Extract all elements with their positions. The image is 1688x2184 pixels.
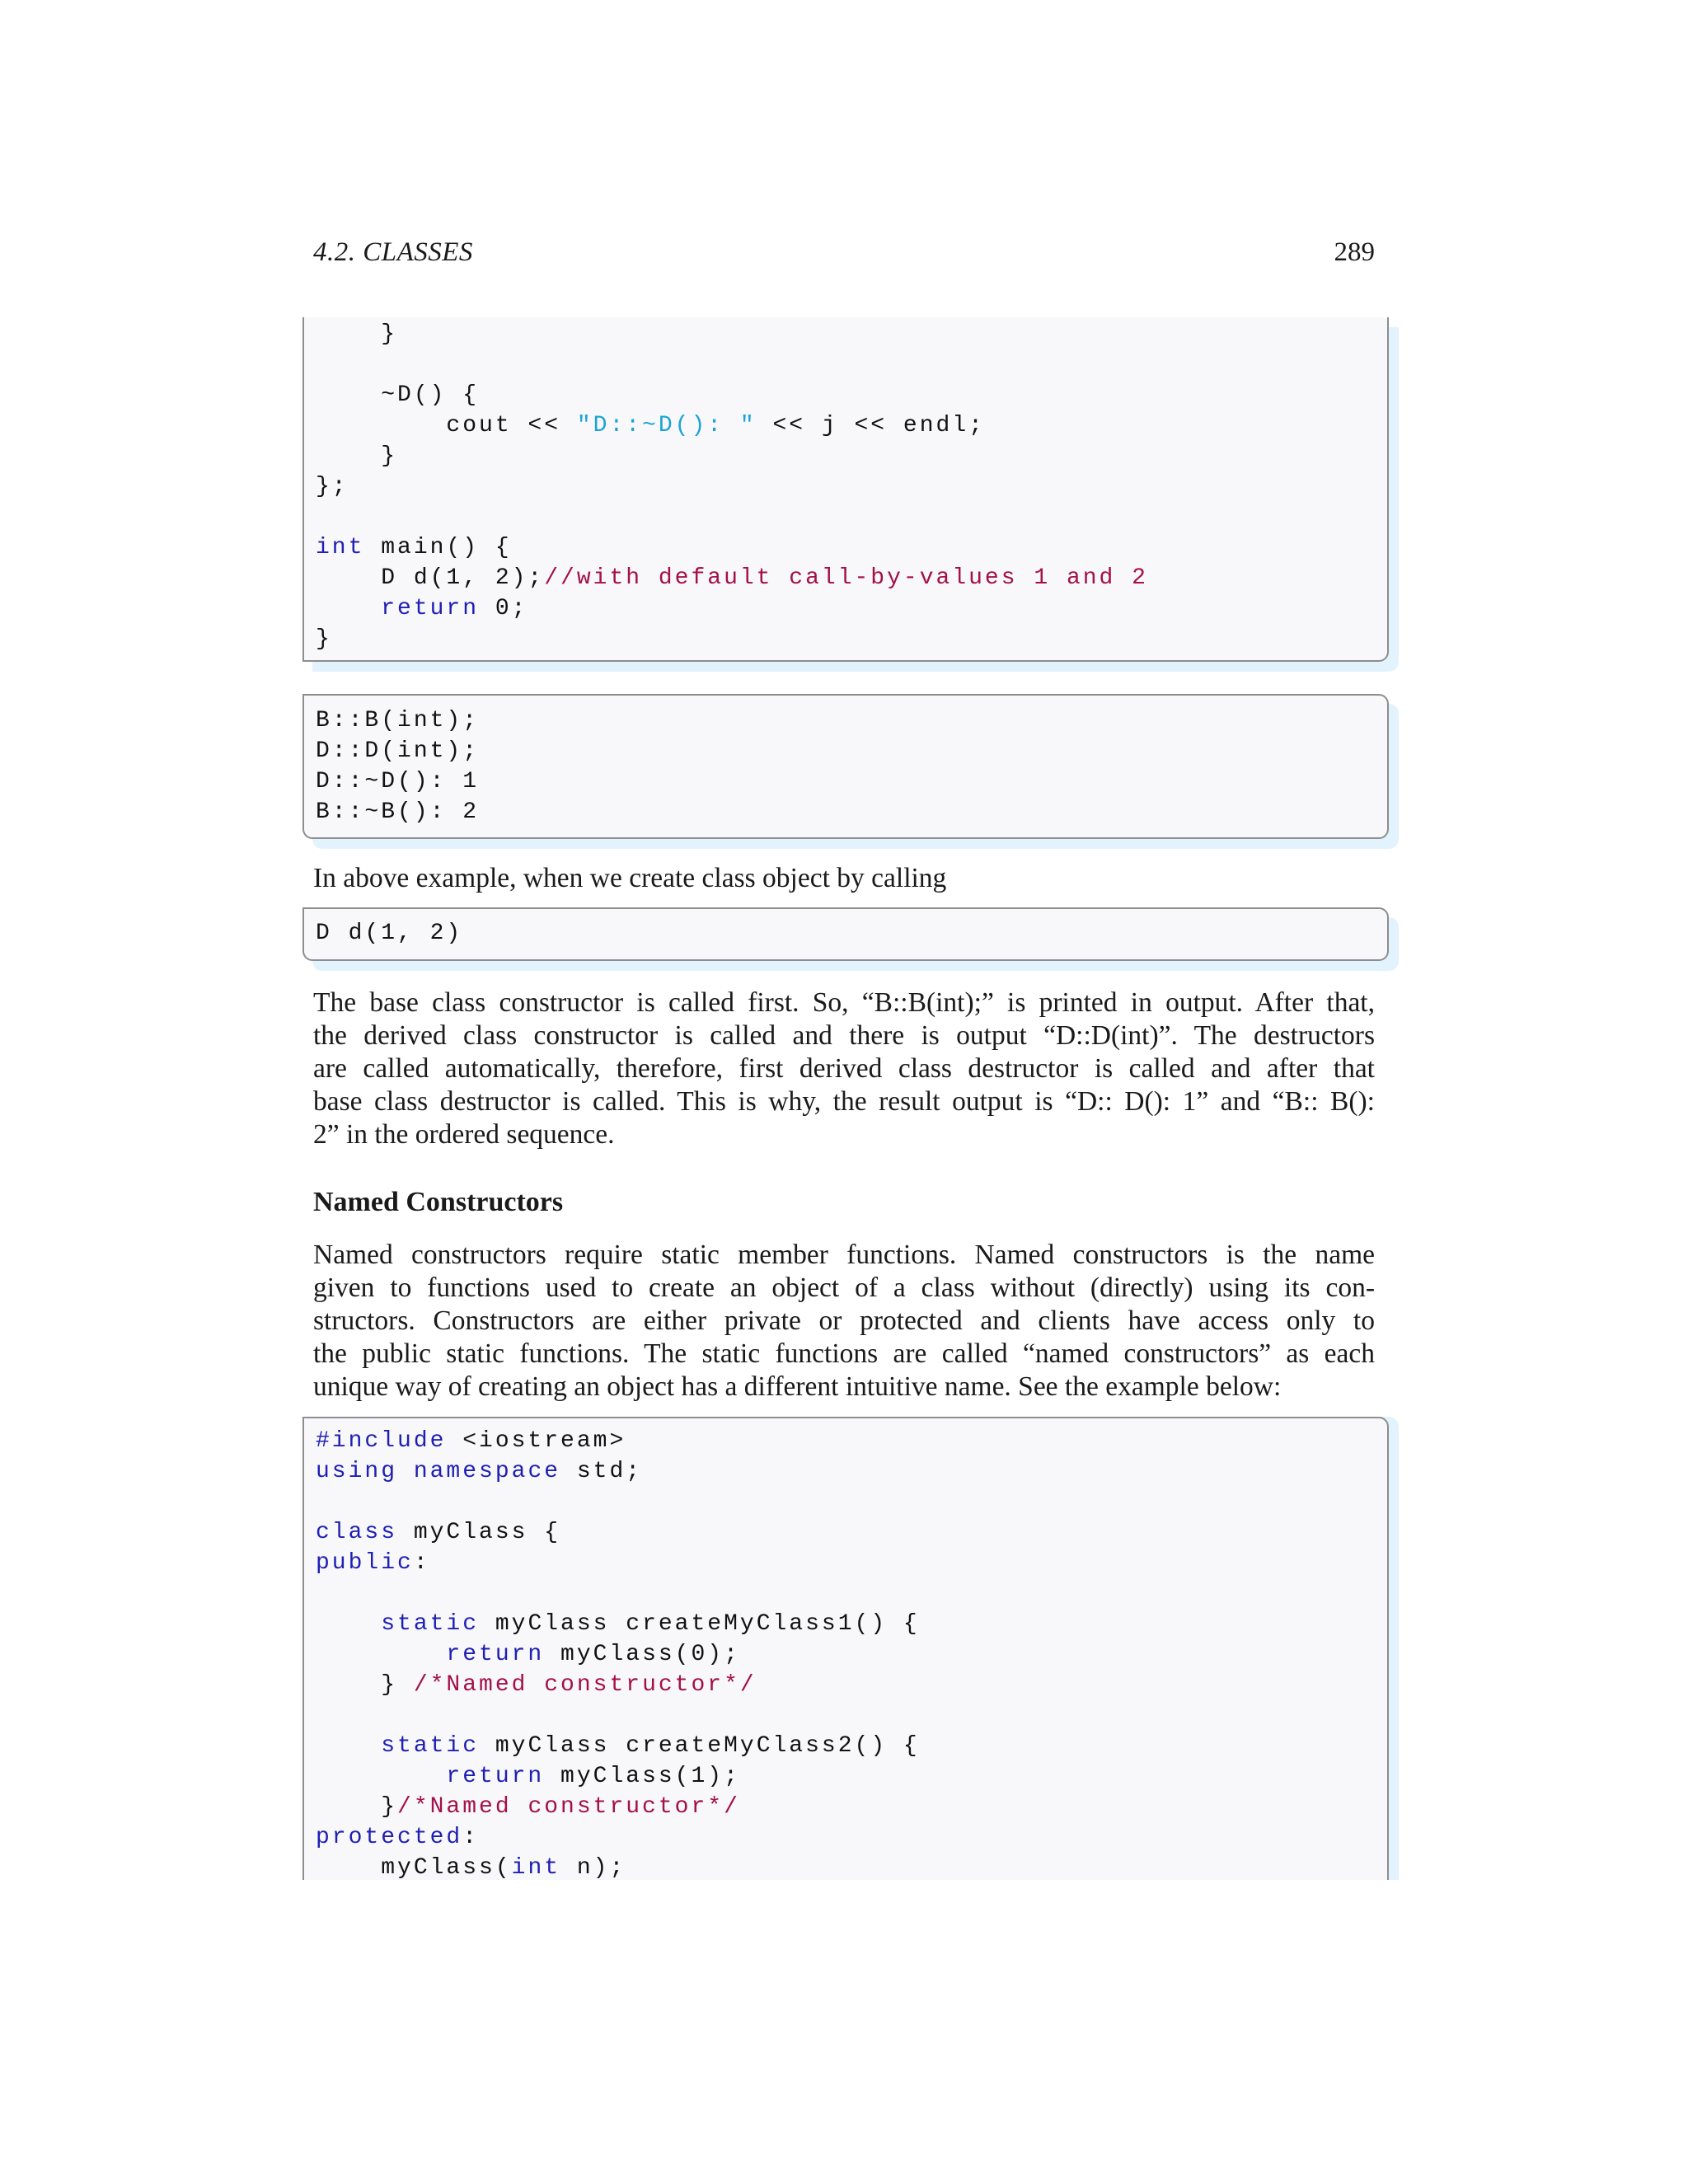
- code-text: [316, 319, 397, 349]
- text-line: base class destructor is called. This is why, the result output is “D:: D(): 1” and “B:: B():: [313, 1086, 1375, 1117]
- comment-token: /*Named constructor*/: [413, 1672, 757, 1698]
- output-text: B::~B(): 2: [316, 799, 480, 825]
- code-listing-continued: [302, 317, 1389, 662]
- code-token: << j << endl;: [756, 413, 985, 438]
- text-line: the public static functions. The static functions are called “named constructors” as each: [313, 1338, 1375, 1369]
- code-text: [316, 471, 349, 502]
- code-token: }: [316, 626, 332, 652]
- explanation-paragraph: [313, 987, 1375, 1151]
- output-text: D::~D(): 1: [316, 769, 480, 794]
- code-text: [316, 1609, 920, 1639]
- text-line: Named constructors require static member functions. Named constructors is the name: [313, 1240, 1375, 1270]
- code-token: myClass createMyClass2() {: [479, 1733, 920, 1759]
- code-text: [316, 1548, 430, 1578]
- keyword-token: namespace: [413, 1459, 561, 1484]
- code-token: cout <<: [316, 413, 577, 438]
- code-token: [397, 1459, 414, 1484]
- code-token: myClass(: [316, 1855, 512, 1881]
- code-token: <iostream>: [446, 1428, 626, 1454]
- code-token: myClass(0);: [544, 1642, 740, 1667]
- code-token: 0;: [479, 596, 528, 621]
- text-line: structors. Constructors are either private or protected and clients have access only to: [313, 1305, 1375, 1336]
- code-token: :: [413, 1550, 430, 1576]
- keyword-token: return: [381, 596, 480, 621]
- string-token: "D::~D(): ": [576, 413, 757, 438]
- code-text: [316, 1761, 740, 1792]
- text-line: 2” in the ordered sequence.: [313, 1119, 615, 1150]
- keyword-token: return: [446, 1642, 545, 1667]
- code-text: [316, 1517, 560, 1548]
- code-text: [316, 380, 479, 410]
- code-text: [316, 1670, 757, 1700]
- code-token: }: [316, 1794, 398, 1820]
- keyword-token: return: [446, 1764, 545, 1789]
- running-header-section: 4.2. CLASSES: [313, 237, 473, 267]
- code-text: [316, 1456, 642, 1487]
- code-token: }: [316, 443, 398, 469]
- code-token: [316, 596, 381, 621]
- call-text: D d(1, 2): [316, 921, 463, 946]
- comment-token: /*Named constructor*/: [397, 1794, 740, 1820]
- code-text: [316, 1731, 920, 1761]
- call-snippet-box: [302, 907, 1389, 961]
- program-output-box: [302, 694, 1389, 839]
- section-heading: Named Constructors: [313, 1187, 564, 1217]
- text-line: given to functions used to create an object of a class without (directly) using its con-: [313, 1272, 1375, 1303]
- code-text: [316, 563, 1148, 593]
- code-text: [316, 1853, 626, 1883]
- output-text: D::D(int);: [316, 738, 480, 764]
- keyword-token: int: [316, 535, 365, 560]
- code-text: [316, 593, 528, 624]
- intro-line: In above example, when we create class object by calling: [313, 863, 947, 893]
- keyword-token: protected: [316, 1825, 463, 1850]
- page-number: 289: [1334, 237, 1375, 267]
- code-text: [316, 1822, 479, 1853]
- code-token: D d(1, 2);: [316, 565, 545, 591]
- code-token: ~D() {: [316, 382, 480, 408]
- code-token: main() {: [364, 535, 512, 560]
- comment-token: //with default call-by-values 1 and 2: [544, 565, 1148, 591]
- code-token: [316, 1764, 446, 1789]
- code-text: [316, 532, 512, 563]
- code-token: }: [316, 321, 398, 347]
- keyword-token: int: [511, 1855, 561, 1881]
- intro-text: [313, 862, 1375, 895]
- code-token: [316, 1611, 381, 1637]
- code-text: [316, 441, 397, 471]
- keyword-token: class: [316, 1520, 398, 1545]
- named-constructors-paragraph: [313, 1239, 1375, 1404]
- output-text: B::B(int);: [316, 708, 480, 733]
- code-token: n);: [560, 1855, 626, 1881]
- keyword-token: using: [316, 1459, 398, 1484]
- code-text: [316, 410, 985, 441]
- code-listing-named-constructors: [302, 1417, 1389, 1880]
- code-token: myClass(1);: [544, 1764, 740, 1789]
- keyword-token: static: [381, 1733, 480, 1759]
- code-token: };: [316, 474, 349, 499]
- code-token: [316, 1733, 381, 1759]
- code-token: :: [462, 1825, 480, 1850]
- keyword-token: static: [381, 1611, 480, 1637]
- text-line: the derived class constructor is called and there is output “D::D(int)”. The destructors: [313, 1020, 1375, 1051]
- keyword-token: #include: [316, 1428, 447, 1454]
- keyword-token: public: [316, 1550, 414, 1576]
- code-text: [316, 1639, 740, 1670]
- code-text: [316, 624, 332, 654]
- code-text: [316, 1426, 626, 1456]
- code-text: [316, 1792, 740, 1822]
- code-token: std;: [560, 1459, 643, 1484]
- code-token: myClass {: [397, 1520, 561, 1545]
- text-line: The base class constructor is called first. So, “B::B(int);” is printed in output. After that,: [313, 987, 1375, 1018]
- code-token: }: [316, 1672, 414, 1698]
- text-line: unique way of creating an object has a different intuitive name. See the example below:: [313, 1371, 1282, 1402]
- code-token: [316, 1642, 446, 1667]
- code-token: myClass createMyClass1() {: [479, 1611, 920, 1637]
- text-line: are called automatically, therefore, first derived class destructor is called and after that: [313, 1053, 1375, 1084]
